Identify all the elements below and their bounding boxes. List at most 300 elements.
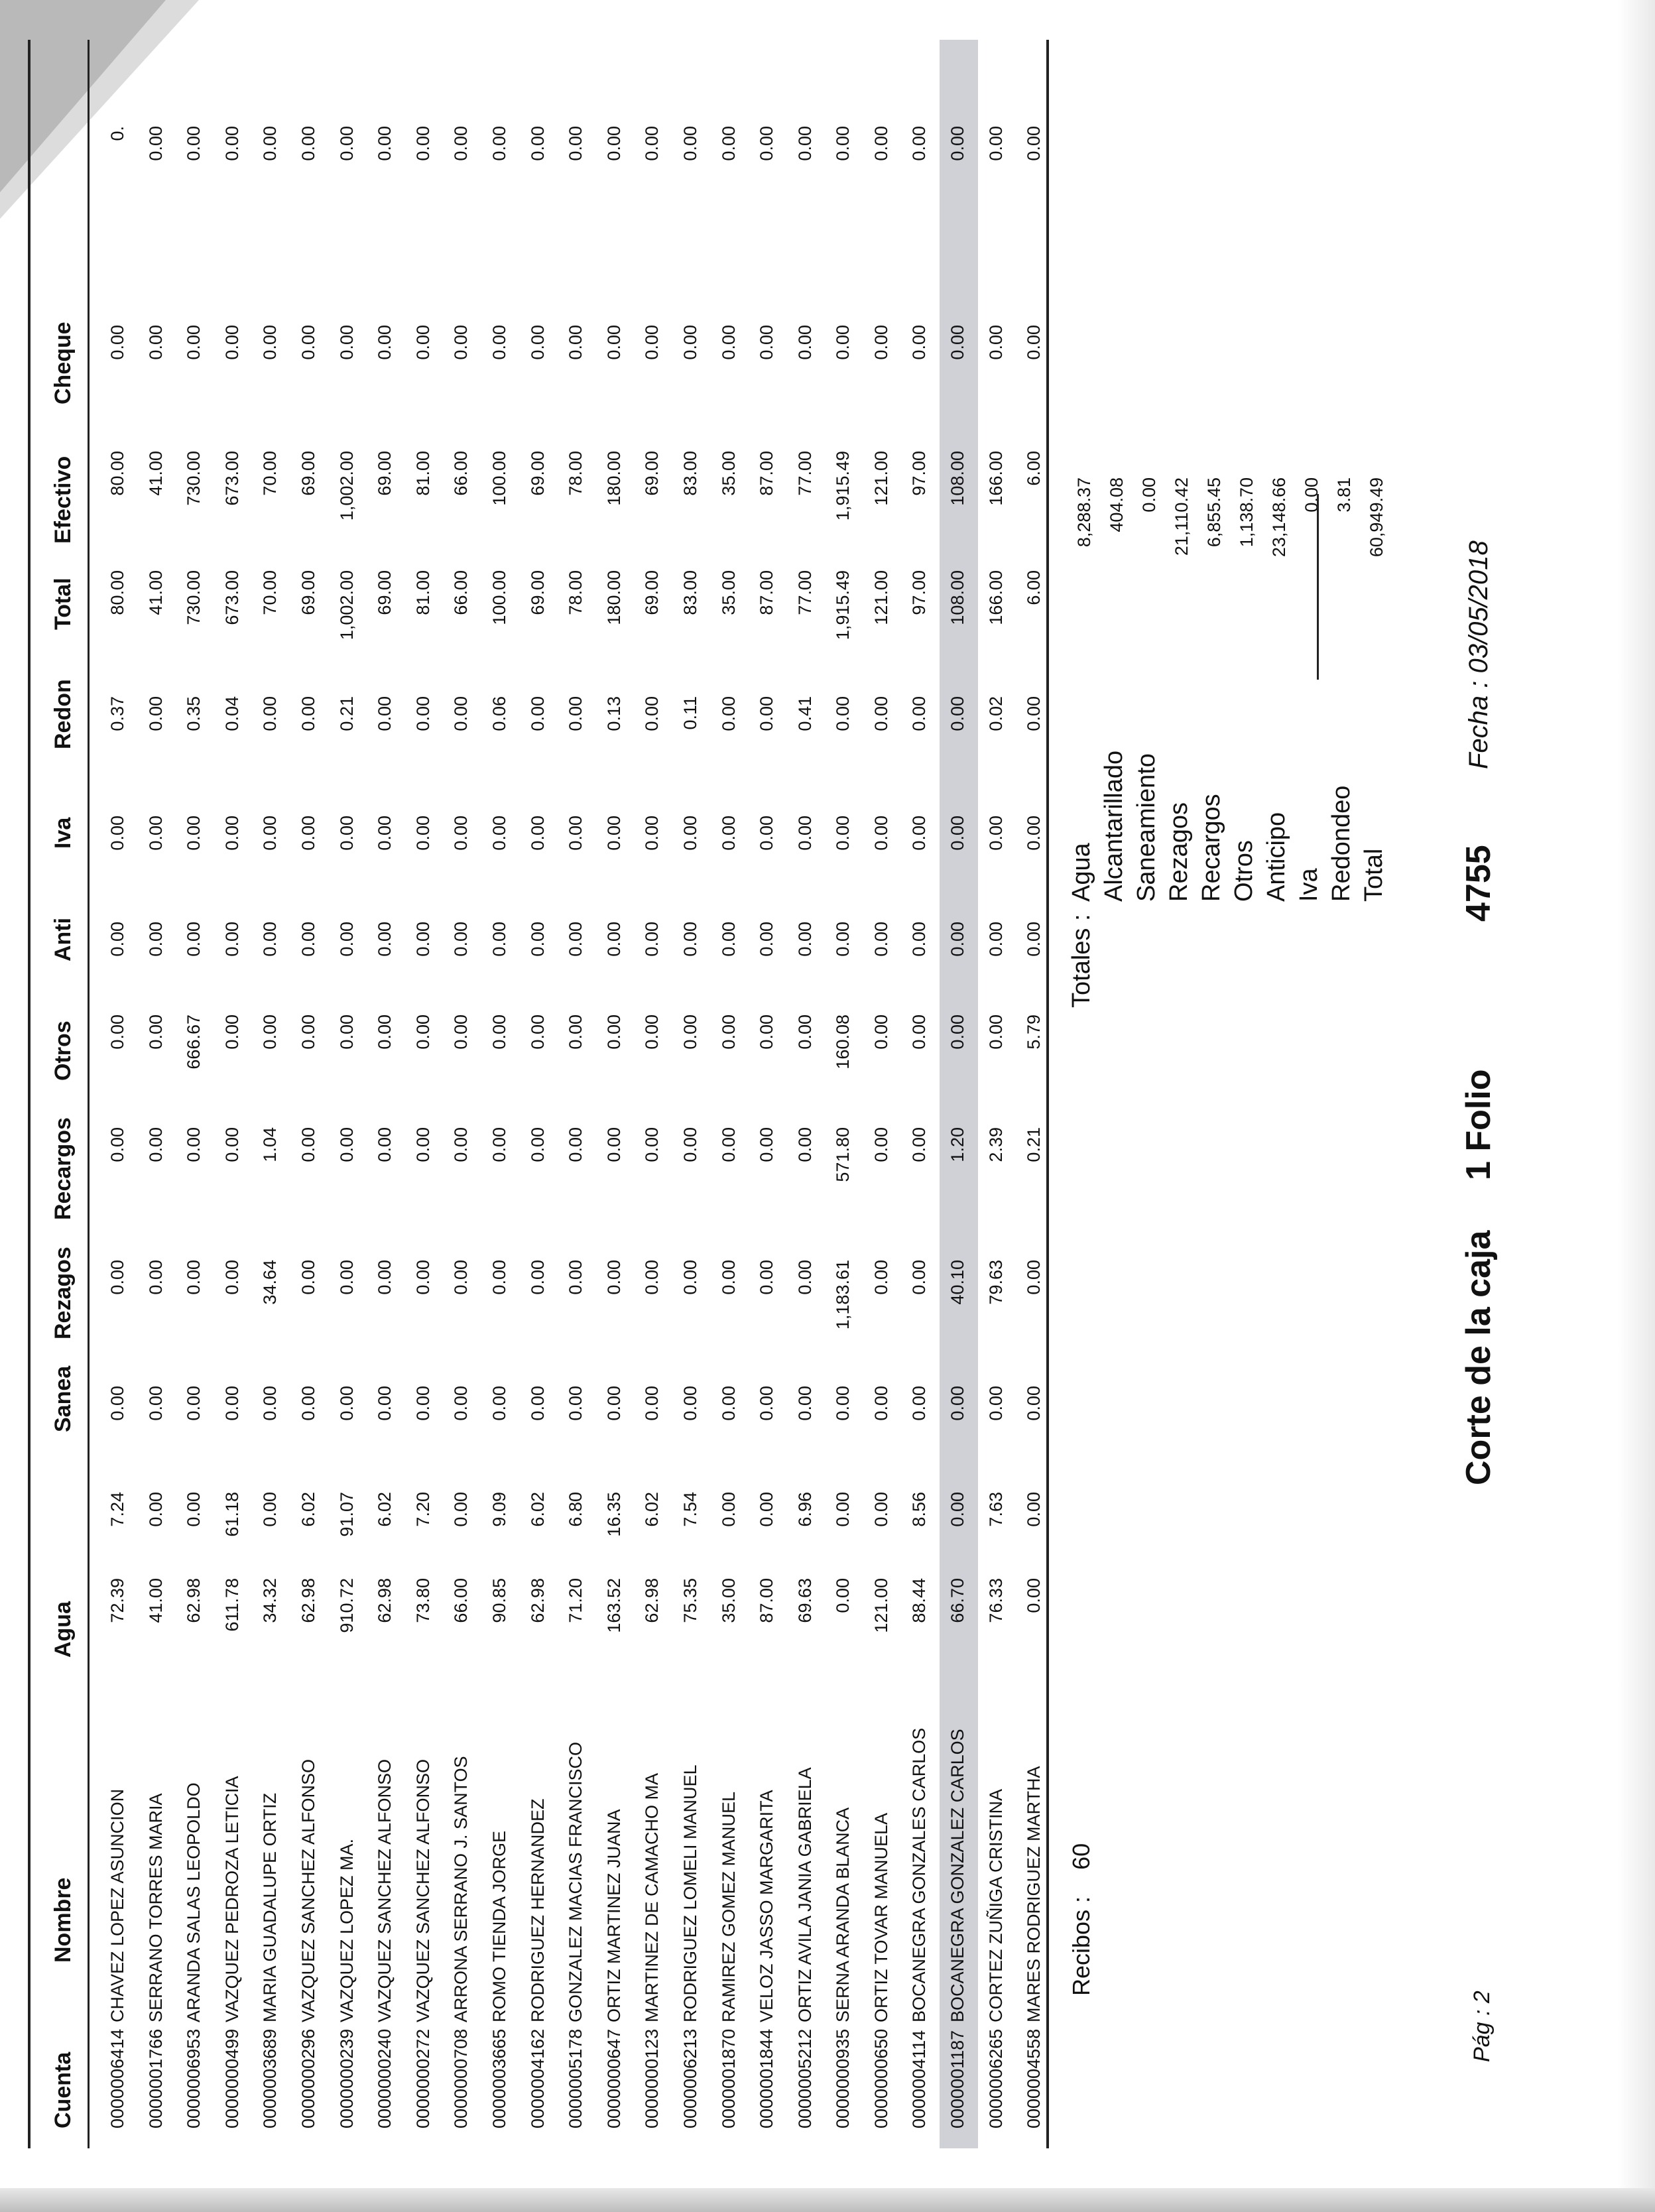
cell-rezagos: 0.00 (451, 1260, 471, 1295)
cell-recargos: 0.00 (871, 1127, 891, 1162)
cell-efectivo: 730.00 (184, 451, 204, 506)
cell-nombre: VAZQUEZ SANCHEZ ALFONSO (298, 1758, 318, 2022)
header-anti: Anti (50, 917, 76, 961)
total-label: Alcantarillado (1100, 750, 1128, 902)
cell-nombre: BOCANEGRA GONZALES CARLOS (909, 1727, 930, 2022)
cell-iva: 0.00 (412, 816, 433, 851)
cell-efectivo: 121.00 (871, 451, 891, 506)
cell-redon: 0.00 (451, 696, 471, 731)
page-footer (1445, 40, 1525, 2148)
recibos-count (1068, 1843, 1095, 1996)
cell-anti: 0.00 (794, 922, 815, 957)
cell-sanea: 0.00 (909, 1386, 930, 1421)
cell-recargos: 0.00 (527, 1127, 548, 1162)
cell-efectivo: 6.00 (1024, 451, 1044, 486)
cell-nombre: ORTIZ TOVAR MANUELA (871, 1812, 891, 2022)
cell-a2: 0.00 (260, 1492, 280, 1527)
cell-cheque: 0.00 (680, 325, 700, 360)
cell-nombre: VAZQUEZ PEDROZA LETICIA (221, 1776, 242, 2022)
cell-sanea: 0.00 (718, 1386, 739, 1421)
cell-redon: 0.00 (718, 696, 739, 731)
recibos-label: Recibos : (1068, 1896, 1095, 1996)
cell-last: 0.00 (757, 126, 777, 161)
total-value: 23,148.66 (1269, 477, 1289, 558)
cell-last: 0.00 (985, 126, 1006, 161)
cell-iva: 0.00 (794, 816, 815, 851)
cell-iva: 0.00 (642, 816, 662, 851)
cell-iva: 0.00 (680, 816, 700, 851)
cell-otros: 0.00 (298, 1014, 318, 1050)
cell-last: 0.00 (451, 126, 471, 161)
table-row (176, 40, 214, 2148)
cell-cuenta: 0000000708 (451, 2028, 471, 2128)
cell-efectivo: 77.00 (794, 451, 815, 496)
cell-cuenta: 0000003689 (260, 2028, 280, 2128)
cell-cuenta: 0000006953 (184, 2028, 204, 2128)
cell-cuenta: 0000004162 (527, 2028, 548, 2128)
cell-total: 69.00 (527, 570, 548, 615)
top-rule (28, 40, 31, 2148)
cell-cheque: 0.00 (336, 325, 357, 360)
cell-rezagos: 0.00 (527, 1260, 548, 1295)
cell-sanea: 0.00 (871, 1386, 891, 1421)
cell-anti: 0.00 (451, 922, 471, 957)
cell-cuenta: 0000000935 (833, 2028, 853, 2128)
cell-cheque: 0.00 (1024, 325, 1044, 360)
cell-otros: 0.00 (451, 1014, 471, 1050)
cell-total: 1,915.49 (833, 570, 853, 641)
cell-a2: 0.00 (757, 1492, 777, 1527)
table-row (214, 40, 253, 2148)
cell-anti: 0.00 (948, 922, 968, 957)
table-row (749, 40, 787, 2148)
cell-rezagos: 34.64 (260, 1260, 280, 1305)
cell-anti: 0.00 (757, 922, 777, 957)
cell-sanea: 0.00 (757, 1386, 777, 1421)
cell-recargos: 0.00 (336, 1127, 357, 1162)
cell-nombre: SERRANO TORRES MARIA (145, 1793, 166, 2022)
cell-last: 0.00 (833, 126, 853, 161)
cell-total: 730.00 (184, 570, 204, 625)
cell-rezagos: 0.00 (107, 1260, 127, 1295)
total-label: Rezagos (1165, 802, 1193, 902)
cell-nombre: VAZQUEZ SANCHEZ ALFONSO (375, 1758, 395, 2022)
cell-sanea: 0.00 (527, 1386, 548, 1421)
cell-last: 0.00 (260, 126, 280, 161)
cell-otros: 0.00 (871, 1014, 891, 1050)
table-row (481, 40, 520, 2148)
cell-rezagos: 79.63 (985, 1260, 1006, 1305)
cell-a2: 0.00 (1024, 1492, 1044, 1527)
cell-redon: 0.00 (833, 696, 853, 731)
cell-redon: 0.41 (794, 696, 815, 731)
cell-efectivo: 1,002.00 (336, 451, 357, 521)
cell-recargos: 0.00 (642, 1127, 662, 1162)
total-label: Otros (1230, 840, 1258, 902)
cell-otros: 0.00 (603, 1014, 624, 1050)
cell-recargos: 0.00 (375, 1127, 395, 1162)
cell-cuenta: 0000005178 (566, 2028, 586, 2128)
table-row (558, 40, 596, 2148)
cell-cuenta: 0000004558 (1024, 2028, 1044, 2128)
total-value: 60,949.49 (1367, 477, 1386, 558)
cell-efectivo: 69.00 (298, 451, 318, 496)
cell-cuenta: 0000003665 (489, 2028, 509, 2128)
cell-a2: 7.63 (985, 1492, 1006, 1527)
cell-recargos: 0.00 (451, 1127, 471, 1162)
cell-a2: 6.02 (375, 1492, 395, 1527)
cell-sanea: 0.00 (107, 1386, 127, 1421)
cell-total: 70.00 (260, 570, 280, 615)
cell-redon: 0.37 (107, 696, 127, 731)
cell-total: 78.00 (566, 570, 586, 615)
table-row (940, 40, 978, 2148)
cell-a2: 8.56 (909, 1492, 930, 1527)
cell-sanea: 0.00 (298, 1386, 318, 1421)
cell-cheque: 0.00 (718, 325, 739, 360)
cell-a2: 0.00 (948, 1492, 968, 1527)
cell-agua: 87.00 (757, 1578, 777, 1623)
table-row (99, 40, 138, 2148)
cell-agua: 121.00 (871, 1578, 891, 1633)
total-value: 3.81 (1334, 477, 1354, 513)
cell-sanea: 0.00 (336, 1386, 357, 1421)
cell-cuenta: 0000006213 (680, 2028, 700, 2128)
cell-sanea: 0.00 (833, 1386, 853, 1421)
total-label: Anticipo (1262, 812, 1290, 902)
cell-anti: 0.00 (298, 922, 318, 957)
cell-redon: 0.02 (985, 696, 1006, 731)
header-total: Total (50, 578, 76, 630)
cell-sanea: 0.00 (985, 1386, 1006, 1421)
totales-list (1068, 305, 1392, 902)
cell-last: 0.00 (871, 126, 891, 161)
cell-otros: 0.00 (985, 1014, 1006, 1050)
cell-anti: 0.00 (107, 922, 127, 957)
cell-recargos: 0.00 (145, 1127, 166, 1162)
cell-agua: 69.63 (794, 1578, 815, 1623)
table-row (367, 40, 405, 2148)
scanner-bottom-edge (0, 2188, 1655, 2212)
table-row (978, 40, 1016, 2148)
total-row (1100, 305, 1133, 902)
cell-rezagos: 0.00 (412, 1260, 433, 1295)
folio-label: 1 Folio (1459, 1069, 1498, 1180)
total-label: Saneamiento (1133, 753, 1160, 902)
cell-a2: 7.24 (107, 1492, 127, 1527)
cell-recargos: 0.21 (1024, 1127, 1044, 1162)
cell-total: 100.00 (489, 570, 509, 625)
cell-nombre: ORTIZ AVILA JANIA GABRIELA (794, 1767, 815, 2022)
cell-total: 41.00 (145, 570, 166, 615)
cell-cuenta: 0000000272 (412, 2028, 433, 2128)
cell-last: 0.00 (680, 126, 700, 161)
cell-sanea: 0.00 (221, 1386, 242, 1421)
cell-last: 0.00 (603, 126, 624, 161)
cell-cuenta: 0000000239 (336, 2028, 357, 2128)
total-row (1230, 305, 1262, 902)
cell-recargos: 2.39 (985, 1127, 1006, 1162)
cell-cheque: 0.00 (603, 325, 624, 360)
page-edge-shadow (1618, 0, 1655, 2212)
table-row (901, 40, 940, 2148)
cell-anti: 0.00 (527, 922, 548, 957)
cell-efectivo: 41.00 (145, 451, 166, 496)
table-header (41, 40, 88, 2148)
cell-agua: 611.78 (221, 1578, 242, 1632)
cell-total: 69.00 (375, 570, 395, 615)
cell-agua: 71.20 (566, 1578, 586, 1623)
cell-sanea: 0.00 (642, 1386, 662, 1421)
cell-iva: 0.00 (221, 816, 242, 851)
table-row (672, 40, 711, 2148)
cell-sanea: 0.00 (566, 1386, 586, 1421)
cell-anti: 0.00 (221, 922, 242, 957)
cell-redon: 0.00 (909, 696, 930, 731)
cell-agua: 35.00 (718, 1578, 739, 1623)
cell-rezagos: 0.00 (375, 1260, 395, 1295)
cell-a2: 6.96 (794, 1492, 815, 1527)
cell-nombre: MARIA GUADALUPE ORTIZ (260, 1792, 280, 2022)
cell-redon: 0.00 (298, 696, 318, 731)
cell-total: 673.00 (221, 570, 242, 625)
cell-anti: 0.00 (603, 922, 624, 957)
cell-otros: 666.67 (184, 1014, 204, 1070)
cell-a2: 9.09 (489, 1492, 509, 1527)
cell-sanea: 0.00 (412, 1386, 433, 1421)
cell-last: 0.00 (794, 126, 815, 161)
cell-agua: 73.80 (412, 1578, 433, 1623)
cell-anti: 0.00 (642, 922, 662, 957)
cell-efectivo: 78.00 (566, 451, 586, 496)
cell-iva: 0.00 (948, 816, 968, 851)
cell-iva: 0.00 (757, 816, 777, 851)
cell-last: 0.00 (336, 126, 357, 161)
cell-rezagos: 0.00 (336, 1260, 357, 1295)
table-row (252, 40, 290, 2148)
cell-last: 0.00 (527, 126, 548, 161)
cell-nombre: VAZQUEZ LOPEZ MA. (336, 1838, 357, 2022)
cell-a2: 7.20 (412, 1492, 433, 1527)
cell-cheque: 0.00 (566, 325, 586, 360)
cell-cheque: 0.00 (184, 325, 204, 360)
cell-anti: 0.00 (833, 922, 853, 957)
cell-agua: 62.98 (527, 1578, 548, 1623)
cell-rezagos: 0.00 (871, 1260, 891, 1295)
cell-last: 0.00 (642, 126, 662, 161)
table-row (825, 40, 863, 2148)
cell-otros: 0.00 (489, 1014, 509, 1050)
cell-anti: 0.00 (375, 922, 395, 957)
table-row (787, 40, 826, 2148)
cell-sanea: 0.00 (184, 1386, 204, 1421)
cell-otros: 0.00 (642, 1014, 662, 1050)
cell-anti: 0.00 (566, 922, 586, 957)
folio-number: 4755 (1459, 845, 1498, 922)
cell-cheque: 0.00 (145, 325, 166, 360)
header-iva: Iva (50, 817, 76, 849)
header-recargos: Recargos (50, 1117, 76, 1220)
total-row (1068, 305, 1100, 902)
cell-rezagos: 0.00 (566, 1260, 586, 1295)
cell-rezagos: 0.00 (603, 1260, 624, 1295)
cell-redon: 0.00 (948, 696, 968, 731)
cell-efectivo: 69.00 (375, 451, 395, 496)
cell-rezagos: 0.00 (489, 1260, 509, 1295)
cell-otros: 0.00 (566, 1014, 586, 1050)
cell-agua: 34.32 (260, 1578, 280, 1623)
cell-otros: 0.00 (221, 1014, 242, 1050)
cell-cheque: 0.00 (909, 325, 930, 360)
cell-last: 0.00 (375, 126, 395, 161)
cell-redon: 0.00 (260, 696, 280, 731)
cell-last: 0.00 (184, 126, 204, 161)
cell-a2: 7.54 (680, 1492, 700, 1527)
cell-iva: 0.00 (489, 816, 509, 851)
cell-agua: 0.00 (833, 1578, 853, 1613)
cell-iva: 0.00 (527, 816, 548, 851)
cell-recargos: 0.00 (603, 1127, 624, 1162)
cell-total: 1,002.00 (336, 570, 357, 641)
cell-efectivo: 69.00 (642, 451, 662, 496)
cell-sanea: 0.00 (948, 1386, 968, 1421)
cell-rezagos: 0.00 (145, 1260, 166, 1295)
cell-agua: 62.98 (298, 1578, 318, 1623)
cell-cheque: 0.00 (527, 325, 548, 360)
summary-section (1054, 40, 1388, 2148)
cell-anti: 0.00 (680, 922, 700, 957)
table-body (99, 40, 1054, 2148)
cell-recargos: 1.20 (948, 1127, 968, 1162)
cell-anti: 0.00 (260, 922, 280, 957)
cell-recargos: 0.00 (566, 1127, 586, 1162)
cell-otros: 0.00 (718, 1014, 739, 1050)
cell-a2: 6.02 (642, 1492, 662, 1527)
cell-redon: 0.11 (680, 696, 700, 730)
cell-iva: 0.00 (909, 816, 930, 851)
cell-redon: 0.13 (603, 696, 624, 731)
cell-efectivo: 100.00 (489, 451, 509, 506)
cell-agua: 62.98 (642, 1578, 662, 1623)
cell-agua: 90.85 (489, 1578, 509, 1623)
cell-otros: 0.00 (412, 1014, 433, 1050)
cell-cuenta: 0000000650 (871, 2028, 891, 2128)
cell-agua: 72.39 (107, 1578, 127, 1623)
recibos-value: 60 (1068, 1843, 1095, 1870)
total-row (1197, 305, 1230, 902)
cell-cheque: 0.00 (871, 325, 891, 360)
cell-recargos: 1.04 (260, 1127, 280, 1162)
cell-total: 35.00 (718, 570, 739, 615)
cell-cheque: 0.00 (948, 325, 968, 360)
cell-last: 0.00 (1024, 126, 1044, 161)
total-value: 1,138.70 (1237, 477, 1257, 548)
cell-cheque: 0.00 (489, 325, 509, 360)
cell-last: 0.00 (718, 126, 739, 161)
cell-total: 66.00 (451, 570, 471, 615)
cell-total: 69.00 (298, 570, 318, 615)
cell-sanea: 0.00 (375, 1386, 395, 1421)
total-row (1327, 305, 1360, 902)
cell-recargos: 0.00 (794, 1127, 815, 1162)
table-row (405, 40, 444, 2148)
cell-otros: 0.00 (260, 1014, 280, 1050)
cell-iva: 0.00 (603, 816, 624, 851)
cell-sanea: 0.00 (145, 1386, 166, 1421)
cell-efectivo: 108.00 (948, 451, 968, 506)
table-row (443, 40, 481, 2148)
cell-a2: 0.00 (145, 1492, 166, 1527)
cell-anti: 0.00 (184, 922, 204, 957)
table-row (329, 40, 367, 2148)
cell-cheque: 0.00 (107, 325, 127, 360)
cell-sanea: 0.00 (260, 1386, 280, 1421)
cell-a2: 0.00 (718, 1492, 739, 1527)
cell-rezagos: 0.00 (680, 1260, 700, 1295)
report-date: Fecha : 03/05/2018 (1464, 540, 1493, 769)
cell-efectivo: 673.00 (221, 451, 242, 506)
cell-a2: 0.00 (833, 1492, 853, 1527)
cell-sanea: 0.00 (603, 1386, 624, 1421)
cell-total: 80.00 (107, 570, 127, 615)
cell-anti: 0.00 (1024, 922, 1044, 957)
cell-sanea: 0.00 (451, 1386, 471, 1421)
cell-nombre: MARES RODRIGUEZ MARTHA (1024, 1766, 1044, 2022)
cell-anti: 0.00 (412, 922, 433, 957)
cell-recargos: 0.00 (298, 1127, 318, 1162)
cell-nombre: ARANDA SALAS LEOPOLDO (184, 1782, 204, 2022)
cell-agua: 66.00 (451, 1578, 471, 1623)
cell-agua: 41.00 (145, 1578, 166, 1623)
cell-rezagos: 1,183.61 (833, 1260, 853, 1330)
cell-recargos: 0.00 (221, 1127, 242, 1162)
cell-redon: 0.00 (566, 696, 586, 731)
cell-last: 0.00 (566, 126, 586, 161)
cell-cheque: 0.00 (642, 325, 662, 360)
cell-a2: 6.02 (298, 1492, 318, 1527)
cell-nombre: SERNA ARANDA BLANCA (833, 1807, 853, 2022)
cell-efectivo: 80.00 (107, 451, 127, 496)
cell-cuenta: 0000004114 (909, 2030, 930, 2128)
cell-cheque: 0.00 (794, 325, 815, 360)
totales-rule (1317, 494, 1319, 680)
header-rule (88, 40, 90, 2148)
total-label: Iva (1295, 868, 1323, 902)
cell-rezagos: 0.00 (794, 1260, 815, 1295)
cell-iva: 0.00 (833, 816, 853, 851)
cell-cuenta: 0000000499 (221, 2028, 242, 2128)
header-nombre: Nombre (50, 1877, 76, 1963)
cell-otros: 0.00 (680, 1014, 700, 1050)
cell-anti: 0.00 (909, 922, 930, 957)
header-otros: Otros (50, 1020, 76, 1081)
cell-anti: 0.00 (718, 922, 739, 957)
cell-total: 77.00 (794, 570, 815, 615)
cell-agua: 75.35 (680, 1578, 700, 1623)
totales-label: Totales : (1068, 914, 1095, 1008)
cell-anti: 0.00 (489, 922, 509, 957)
cell-iva: 0.00 (298, 816, 318, 851)
cell-redon: 0.00 (757, 696, 777, 731)
table-row (596, 40, 635, 2148)
cell-a2: 0.00 (871, 1492, 891, 1527)
cell-otros: 5.79 (1024, 1014, 1044, 1050)
cell-total: 97.00 (909, 570, 930, 615)
cell-otros: 0.00 (145, 1014, 166, 1050)
cell-agua: 76.33 (985, 1578, 1006, 1623)
cell-efectivo: 83.00 (680, 451, 700, 496)
cell-cheque: 0.00 (757, 325, 777, 360)
